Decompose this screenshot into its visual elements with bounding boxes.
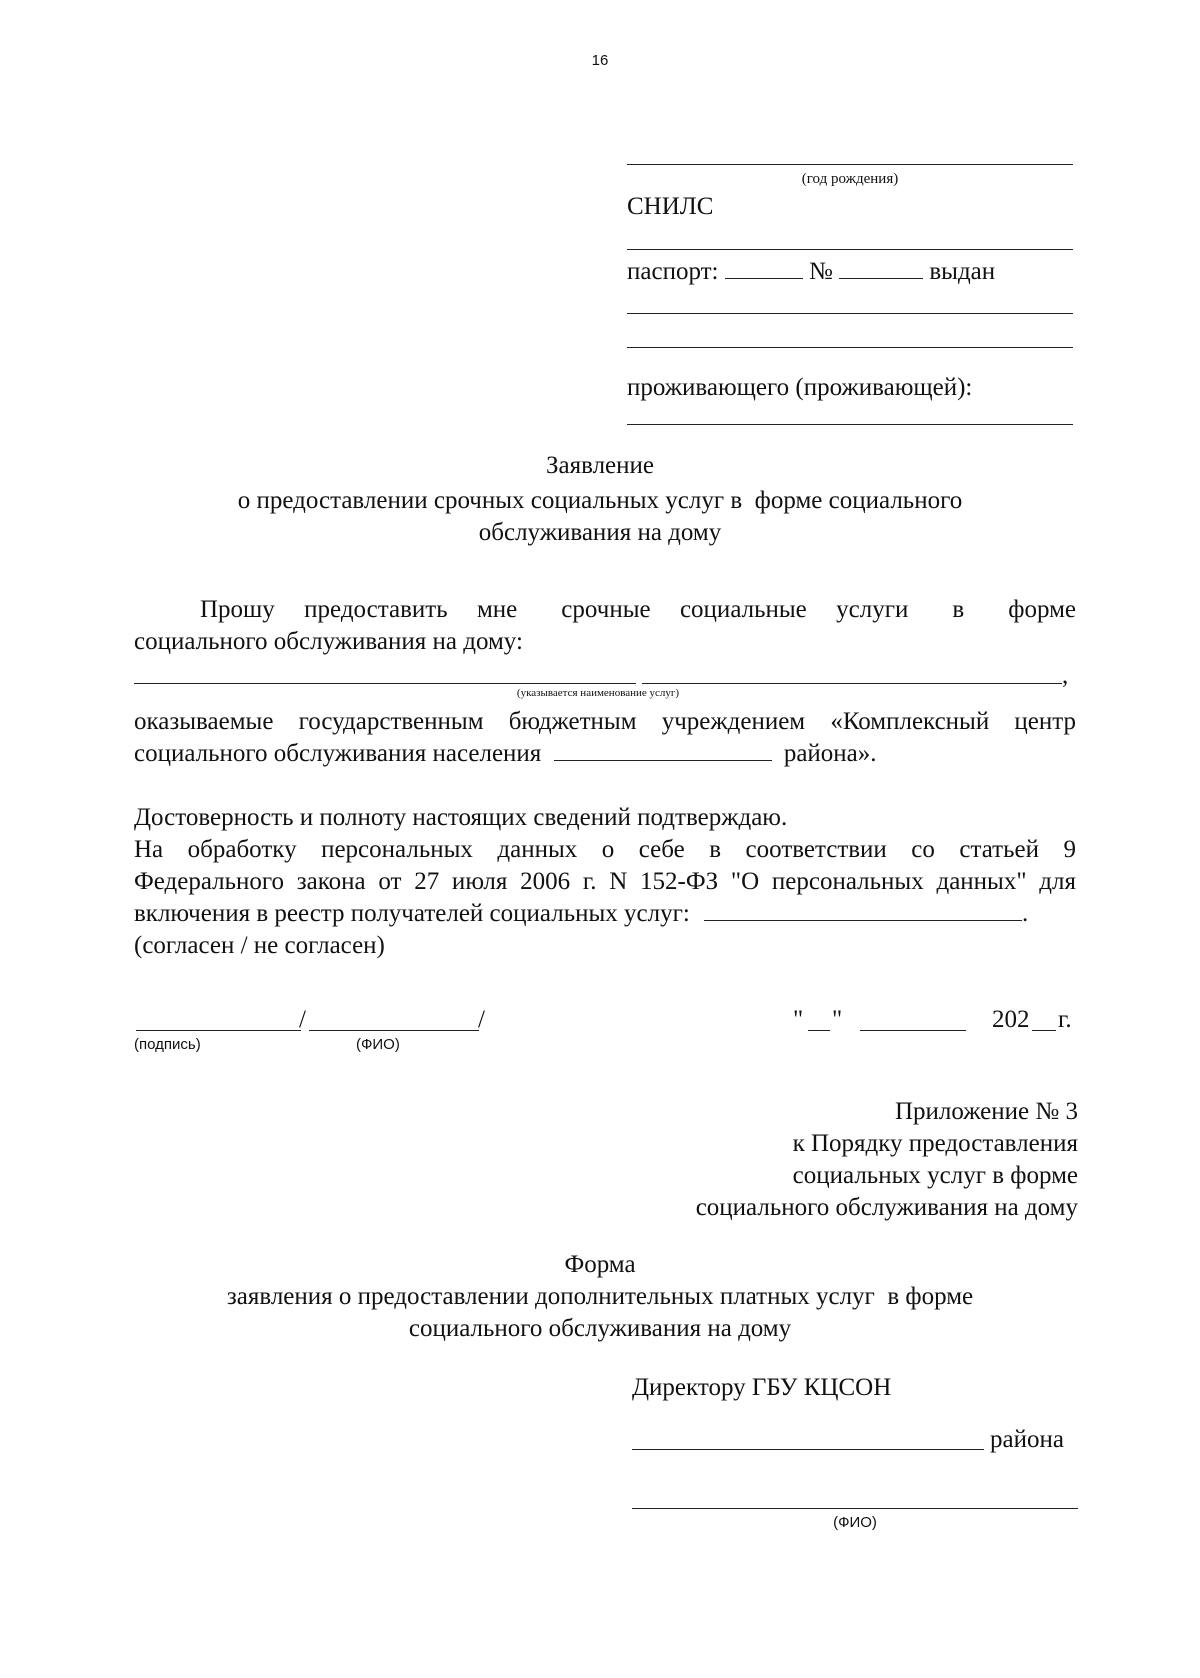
appendix-line4: социального обслуживания на дому [695, 1194, 1078, 1221]
services-field-2[interactable] [642, 683, 1062, 684]
signature-slash-2: / [478, 1006, 485, 1033]
center-name-field[interactable] [554, 738, 772, 761]
snils-label: СНИЛС [627, 193, 714, 220]
form-title: Форма [564, 1251, 636, 1278]
signature-caption: (подпись) [134, 1036, 201, 1053]
birth-year-field[interactable] [627, 164, 1073, 165]
birth-year-caption: (год рождения) [801, 171, 899, 187]
residing-label: проживающего (проживающей): [627, 374, 973, 401]
passport-number-field[interactable] [839, 256, 923, 279]
page-number: 16 [591, 52, 609, 69]
signature-fio-field[interactable] [309, 1030, 479, 1031]
passport-issued-field-1[interactable] [627, 313, 1073, 314]
signature-field[interactable] [136, 1030, 301, 1031]
consent-line3 [134, 898, 1028, 930]
confirm-text: Достоверность и полноту настоящих сведений подтверждаю. [134, 804, 788, 831]
date-month-field[interactable] [860, 1030, 966, 1031]
passport-label: паспорт: [627, 258, 719, 285]
services-field-1[interactable] [134, 683, 636, 684]
consent-line1: На обработку персональных данных о себе в соответствии со статьей 9 [134, 836, 1076, 863]
application-subtitle-line1: о предоставлении срочных социальных услуг в форме социального [237, 487, 963, 514]
director-fio-field[interactable] [632, 1508, 1078, 1509]
provided-line1: оказываемые государственным бюджетным учреждением «Комплексный центр [134, 708, 1076, 735]
consent-options: (согласен / не согласен) [134, 932, 385, 959]
residence-field[interactable] [627, 424, 1073, 425]
request-line2: социального обслуживания на дому: [134, 628, 523, 655]
signature-fio-caption: (ФИО) [356, 1036, 400, 1053]
date-quote-close: " [832, 1006, 843, 1033]
addressee: Директору ГБУ КЦСОН [632, 1374, 892, 1401]
application-subtitle-line2: обслуживания на дому [478, 519, 722, 546]
request-line1: Прошу предоставить мне срочные социальные услуги в форме [200, 596, 1076, 623]
appendix-line2: к Порядку предоставления [792, 1130, 1078, 1157]
form-subtitle-line2: социального обслуживания на дому [408, 1315, 792, 1342]
snils-field[interactable] [627, 249, 1073, 250]
application-title: Заявление [545, 452, 655, 479]
date-day-field[interactable] [808, 1030, 830, 1031]
passport-issued-field-2[interactable] [627, 347, 1073, 348]
date-year-prefix: 202 [992, 1006, 1030, 1033]
consent-line3-text: включения в реестр получателей социальных услуг: [134, 900, 690, 927]
passport-issued-label: выдан [929, 258, 996, 285]
appendix-line3: социальных услуг в форме [792, 1162, 1078, 1189]
consent-period: . [1022, 900, 1029, 927]
director-fio-caption: (ФИО) [833, 1514, 877, 1531]
form-subtitle-line1: заявления о предоставлении дополнительных платных услуг в форме [226, 1283, 974, 1310]
number-sign: № [809, 258, 833, 285]
date-year-suffix: г. [1058, 1006, 1072, 1033]
consent-field[interactable] [704, 898, 1022, 921]
appendix-line1: Приложение № 3 [894, 1098, 1078, 1125]
signature-slash-1: / [299, 1006, 306, 1033]
date-year-field[interactable] [1032, 1030, 1056, 1031]
passport-series-field[interactable] [725, 256, 803, 279]
services-comma: , [1062, 662, 1069, 689]
passport-row [627, 256, 995, 288]
provided-line2 [134, 738, 877, 770]
consent-line2: Федерального закона от 27 июля 2006 г. N 152-ФЗ "О персональных данных" для [134, 868, 1076, 895]
date-quote-open: " [793, 1006, 804, 1033]
district-field[interactable] [632, 1449, 984, 1450]
services-caption: (указывается наименование услуг) [516, 687, 680, 699]
district-label: района [990, 1426, 1064, 1453]
provided-line2-text: социального обслуживания населения [134, 740, 542, 767]
provided-line2-district: района». [783, 740, 877, 767]
